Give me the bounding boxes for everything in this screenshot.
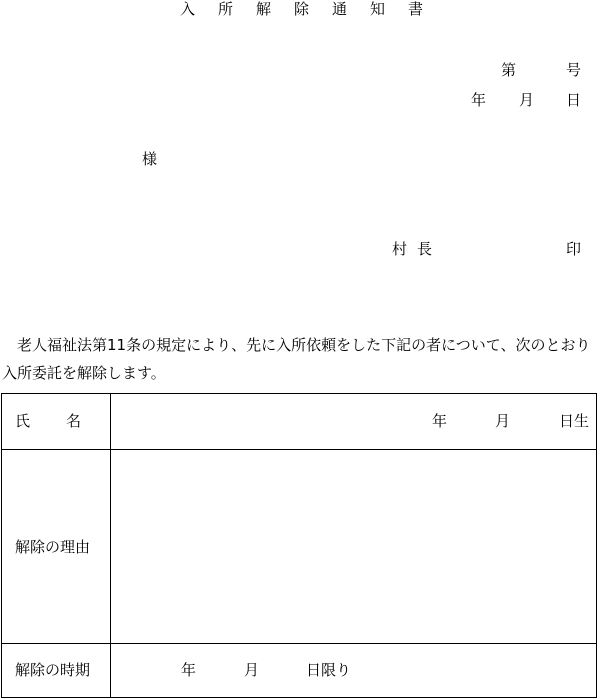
period-until-label: 日限り	[306, 661, 352, 679]
body-paragraph	[2, 331, 609, 387]
period-month-label: 月	[244, 661, 260, 679]
name-label: 氏 名	[15, 412, 84, 430]
document-title: 入所解除通知書	[180, 0, 447, 18]
period-label-cell	[2, 644, 111, 697]
period-year-label: 年	[181, 661, 197, 679]
reference-number-go: 号	[566, 61, 582, 79]
birth-year-label: 年	[432, 412, 448, 430]
name-value-cell	[111, 394, 596, 449]
body-line-1: 老人福祉法第11条の規定により、先に入所依頼をした下記の者について、次のとおり	[17, 336, 591, 354]
reason-label-cell	[2, 450, 111, 643]
name-label-cell	[2, 394, 111, 449]
date-month-label: 月	[519, 91, 535, 109]
body-line-2: 入所委託を解除します。	[2, 364, 166, 382]
period-value-cell	[111, 644, 596, 697]
seal-mark: 印	[566, 240, 582, 258]
reason-value-cell	[111, 450, 596, 643]
name-row	[2, 394, 596, 450]
addressee-suffix: 様	[142, 150, 158, 168]
reason-label: 解除の理由	[15, 538, 91, 556]
date-day-label: 日	[566, 91, 582, 109]
birth-month-label: 月	[495, 412, 511, 430]
reference-number-dai: 第	[501, 61, 517, 79]
period-row	[2, 644, 596, 697]
details-table	[1, 393, 597, 698]
period-label: 解除の時期	[15, 661, 91, 679]
sender-title: 村長	[392, 240, 443, 258]
reason-row	[2, 450, 596, 644]
birth-day-label: 日生	[559, 412, 590, 430]
date-year-label: 年	[471, 91, 487, 109]
